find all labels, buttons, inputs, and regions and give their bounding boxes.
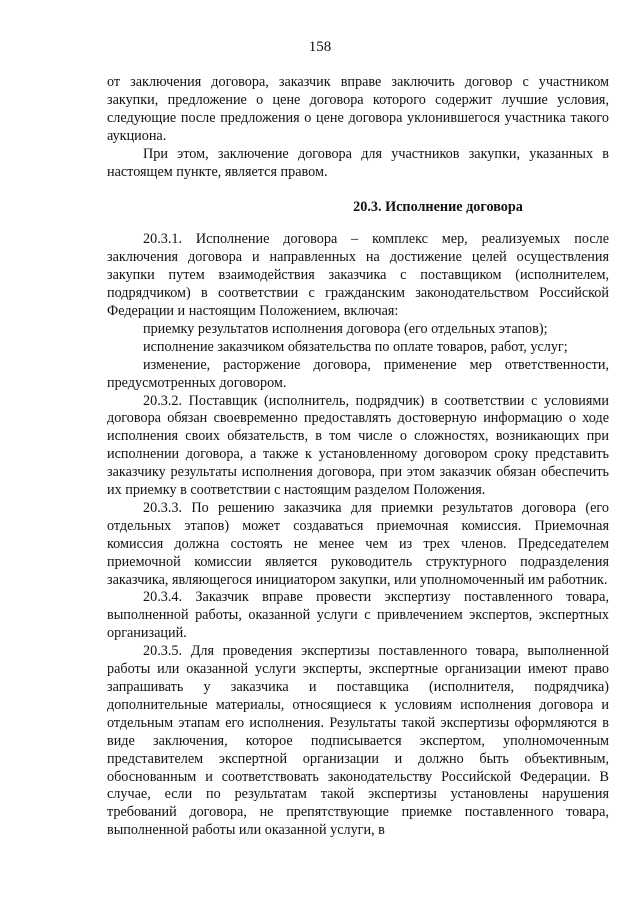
document-body [107, 74, 609, 840]
list-item-payment: исполнение заказчиком обязательства по оплате товаров, работ, услуг; [143, 338, 568, 355]
paragraph-20-3-5: 20.3.5. Для проведения экспертизы поставленного товара, выполненной работы или оказанной услуги эксперты, экспертные организации имеют право запрашивать у заказчика и поставщика (исполнителя, подрядчика) дополнительные материалы, относящиеся к условиям исполнения договора и отдельным этапам его исполнения. Результаты такой экспертизы оформляются в виде заключения, которое подписывается экспертом, уполномоченным представителем экспертной организации и должно быть объективным, обоснованным и соответствовать законодательству Российской Федерации. В случае, если по результатам такой экспертизы установлены нарушения требований договора, не препятствующие приемке поставленного товара, выполненной работы или оказанной услуги, в [107, 643, 609, 839]
paragraph-20-3-2: 20.3.2. Поставщик (исполнитель, подрядчик) в соответствии с условиями договора обязан своевременно предоставлять достоверную информацию о ходе исполнения своих обязательств, в том числе о сложностях, возникающих при исполнении договора, а также к установленному договором сроку представить заказчику результаты исполнения договора, при этом заказчик обязан обеспечить их приемку в соответствии с настоящим разделом Положения. [107, 392, 609, 499]
list-item-change: изменение, расторжение договора, применение мер ответственности, предусмотренных договором. [107, 356, 609, 391]
page-number: 158 [308, 39, 332, 55]
paragraph-right-note: При этом, заключение договора для участников закупки, указанных в настоящем пункте, является правом. [107, 145, 609, 180]
paragraph-continuation: от заключения договора, заказчик вправе заключить договор с участником закупки, предложение о цене договора которого содержит лучшие условия, следующие после предложения о цене договора уклонившегося участника такого аукциона. [107, 74, 609, 144]
paragraph-20-3-4: 20.3.4. Заказчик вправе провести экспертизу поставленного товара, выполненной работы, оказанной услуги с привлечением экспертов, экспертных организаций. [107, 589, 609, 642]
list-item-acceptance: приемку результатов исполнения договора (его отдельных этапов); [143, 320, 548, 337]
section-heading: 20.3. Исполнение договора [353, 199, 523, 216]
paragraph-20-3-1: 20.3.1. Исполнение договора – комплекс мер, реализуемых после заключения договора и направленных на достижение целей осуществления закупки путем взаимодействия заказчика с поставщиком (исполнителем, подрядчиком) в соответствии с гражданским законодательством Российской Федерации и настоящим Положением, включая: [107, 231, 609, 319]
paragraph-20-3-3: 20.3.3. По решению заказчика для приемки результатов договора (его отдельных этапов) может создаваться приемочная комиссия. Приемочная комиссия должна состоять не менее чем из трех членов. Председателем приемочной комиссии является руководитель структурного подразделения заказчика, являющегося инициатором закупки, или уполномоченный им работник. [107, 499, 609, 588]
